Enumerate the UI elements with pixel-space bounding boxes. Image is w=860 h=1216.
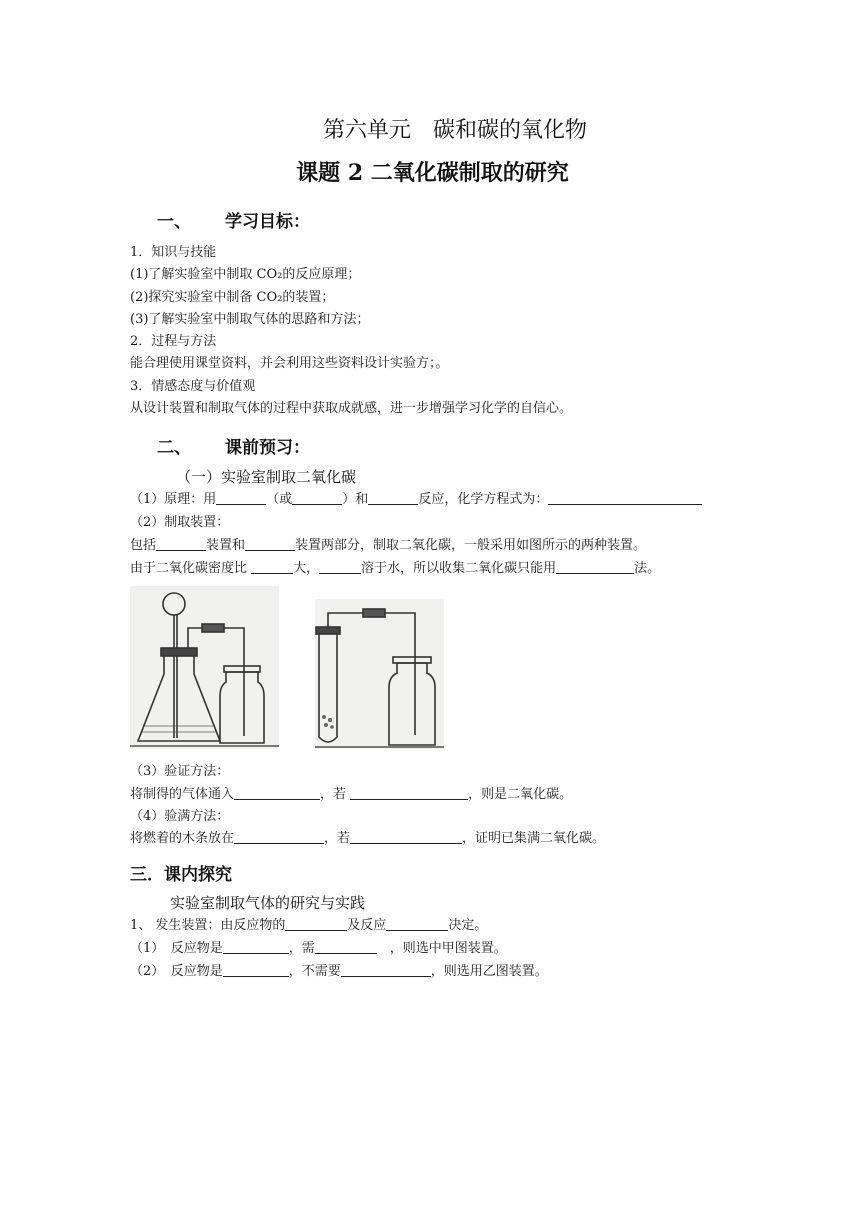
collection-text: 大，	[293, 561, 320, 576]
answer-blank[interactable]	[368, 491, 418, 505]
condition-line-2	[130, 963, 548, 980]
section-2-number: 二、	[157, 438, 191, 458]
section-2-heading	[157, 433, 310, 458]
verify-title: （3）验证方法：	[130, 764, 230, 779]
principle-text: ）和	[342, 492, 369, 507]
answer-blank[interactable]	[556, 560, 634, 574]
apparatus-title: （2）制取装置：	[130, 515, 230, 530]
verify-text: 将制得的气体通入	[130, 787, 235, 802]
principle-text: 反应，化学方程式为：	[418, 492, 549, 507]
full-check-text: ，证明已集满二氧化碳。	[462, 831, 606, 846]
apparatus-text: 装置和	[206, 538, 246, 553]
apparatus-line	[130, 537, 646, 554]
subsection-title: （一）实验室制取二氧化碳	[176, 468, 357, 486]
apparatus-figure-a	[130, 586, 279, 749]
answer-blank[interactable]	[350, 786, 468, 800]
objective-line: (1)了解实验室中制取 CO₂的反应原理；	[130, 267, 361, 282]
full-check-text: ，若	[324, 831, 351, 846]
collection-text: 由于二氧化碳密度比	[130, 561, 252, 576]
condition-line-1	[130, 940, 507, 957]
objective-line: 从设计装置和制取气体的过程中获取成就感，进一步增强学习化学的自信心。	[130, 401, 573, 416]
answer-blank[interactable]	[285, 917, 347, 931]
section-3-subtitle: 实验室制取气体的研究与实践	[170, 894, 366, 912]
collection-text: 溶于水，所以收集二氧化碳只能用	[361, 561, 557, 576]
answer-blank[interactable]	[341, 963, 431, 977]
objective-line: 2．过程与方法	[130, 334, 217, 349]
answer-blank[interactable]	[234, 786, 320, 800]
condition-text: （2） 反应物是	[130, 964, 223, 979]
answer-blank[interactable]	[216, 491, 266, 505]
answer-blank[interactable]	[319, 560, 361, 574]
equation-blank[interactable]	[548, 491, 702, 505]
objective-line: (2)探究实验室中制备 CO₂的装置；	[130, 290, 335, 305]
objective-line: (3)了解实验室中制取气体的思路和方法；	[130, 312, 370, 327]
answer-blank[interactable]	[350, 830, 462, 844]
apparatus-figure-b	[315, 599, 444, 749]
condition-text: ，不需要	[288, 964, 341, 979]
condition-text: ，则选用乙图装置。	[430, 964, 548, 979]
section-1-title: 学习目标：	[225, 212, 310, 232]
answer-blank[interactable]	[156, 537, 206, 551]
collection-line	[130, 560, 660, 577]
answer-blank[interactable]	[234, 830, 324, 844]
apparatus-text: 包括	[130, 538, 157, 553]
generator-text: 决定。	[448, 918, 488, 933]
answer-blank[interactable]	[292, 491, 342, 505]
generator-text: 及反应	[347, 918, 387, 933]
apparatus-text: 装置两部分，制取二氧化碳，一般采用如图所示的两种装置。	[295, 538, 647, 553]
answer-blank[interactable]	[245, 537, 295, 551]
full-check-text: 将燃着的木条放在	[130, 831, 235, 846]
condition-text: ，则选中甲图装置。	[376, 941, 507, 956]
unit-title: 第六单元 碳和碳的氧化物	[322, 118, 587, 143]
test-tube-apparatus-illustration	[315, 599, 444, 749]
section-1-number: 一、	[157, 212, 191, 232]
generator-line	[130, 917, 487, 934]
condition-text: ，需	[288, 941, 315, 956]
flask-apparatus-illustration	[130, 586, 279, 749]
objective-line: 1．知识与技能	[130, 245, 217, 260]
principle-text: （1）原理：用	[130, 492, 217, 507]
answer-blank[interactable]	[315, 940, 377, 954]
objective-line: 3．情感态度与价值观	[130, 379, 256, 394]
full-check-line	[130, 830, 605, 847]
answer-blank[interactable]	[223, 940, 289, 954]
section-1-heading	[157, 207, 310, 232]
condition-text: （1） 反应物是	[130, 941, 223, 956]
principle-text: （或	[266, 492, 293, 507]
answer-blank[interactable]	[251, 560, 293, 574]
section-2-title: 课前预习：	[225, 438, 310, 458]
generator-text: 1、 发生装置：由反应物的	[130, 918, 286, 933]
answer-blank[interactable]	[386, 917, 448, 931]
full-check-title: （4）验满方法：	[130, 809, 230, 824]
verify-text: ，则是二氧化碳。	[468, 787, 573, 802]
principle-line	[130, 491, 702, 508]
verify-line	[130, 786, 572, 803]
verify-text: ，若	[320, 787, 351, 802]
objective-line: 能合理使用课堂资料，并会利用这些资料设计实验方；。	[130, 356, 449, 371]
section-3-heading: 三．课内探究	[130, 865, 232, 885]
answer-blank[interactable]	[223, 963, 289, 977]
collection-text: 法。	[634, 561, 661, 576]
lesson-title: 课题 2 二氧化碳制取的研究	[296, 160, 569, 186]
